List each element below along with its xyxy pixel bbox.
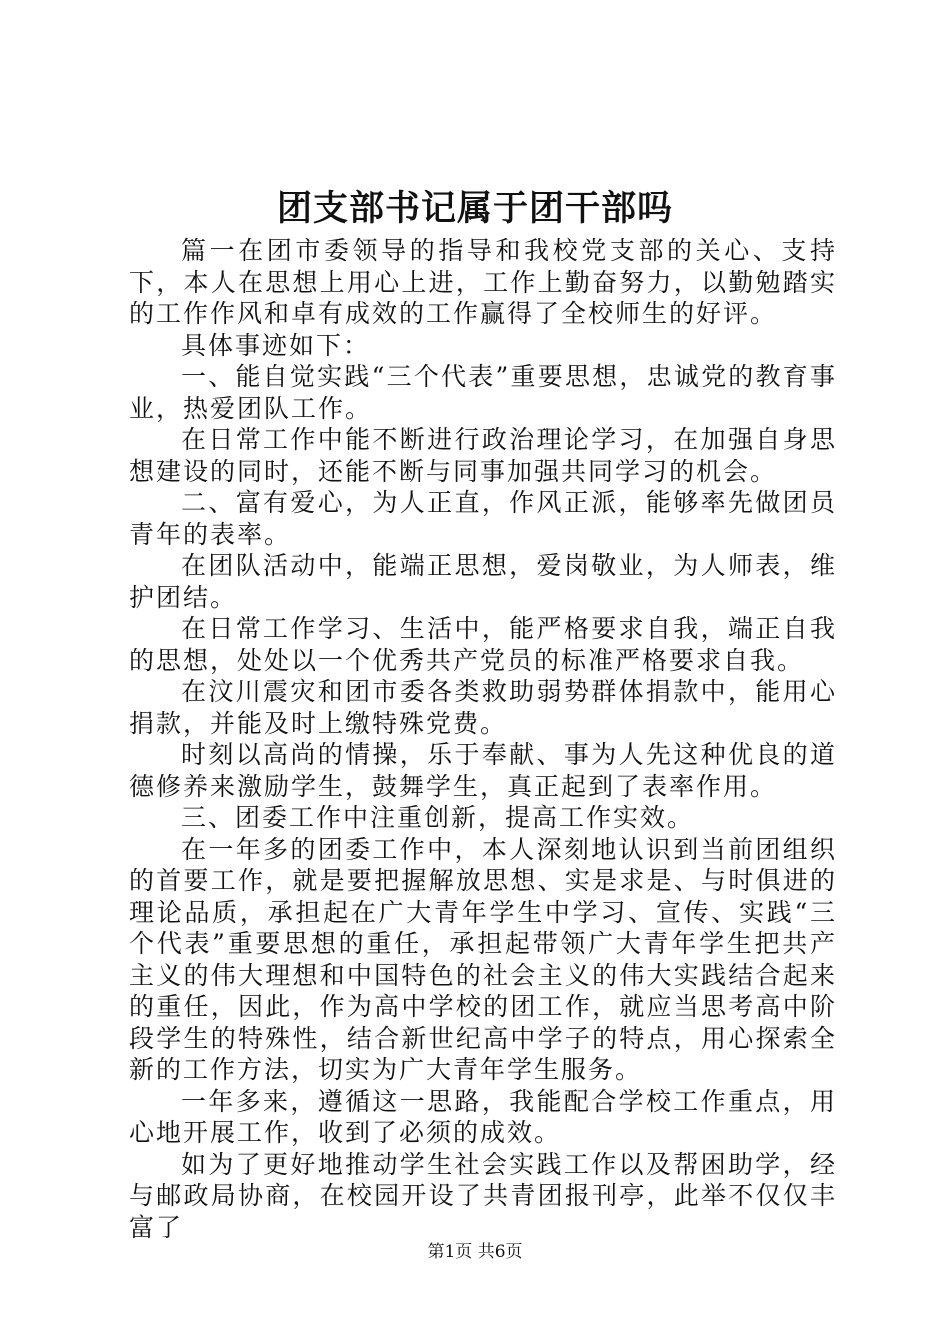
page-number-footer: 第1页 共6页 [427,1242,523,1262]
paragraph: 在团队活动中，能端正思想，爱岗敬业，为人师表，维护团结。 [129,551,837,612]
document-body [129,235,837,1243]
paragraph: 一、能自觉实践“三个代表”重要思想，忠诚党的教育事业，热爱团队工作。 [129,362,837,423]
paragraph: 具体事迹如下： [181,330,371,360]
paragraph: 在日常工作学习、生活中，能严格要求自我，端正自我的思想，处处以一个优秀共产党员的标准严格要求自我。 [129,614,837,675]
paragraph: 一年多来，遵循这一思路，我能配合学校工作重点，用心地开展工作，收到了必须的成效。 [129,1086,837,1147]
document-title: 团支部书记属于团干部吗 [276,188,673,229]
paragraph: 在汶川震灾和团市委各类救助弱势群体捐款中，能用心捐款，并能及时上缴特殊党费。 [129,677,837,738]
paragraph: 二、富有爱心，为人正直，作风正派，能够率先做团员青年的表率。 [129,488,837,549]
paragraph: 时刻以高尚的情操，乐于奉献、事为人先这种优良的道德修养来激励学生，鼓舞学生，真正起到了表率作用。 [129,740,837,801]
paragraph: 三、团委工作中注重创新，提高工作实效。 [181,803,695,832]
paragraph: 如为了更好地推动学生社会实践工作以及帮困助学，经与邮政局协商，在校园开设了共青团报刊亭，此举不仅仅丰富了 [129,1149,837,1242]
paragraph: 在日常工作中能不断进行政治理论学习，在加强自身思想建设的同时，还能不断与同事加强共同学习的机会。 [129,425,837,486]
paragraph: 篇一在团市委领导的指导和我校党支部的关心、支持下，本人在思想上用心上进，工作上勤奋努力，以勤勉踏实的工作作风和卓有成效的工作赢得了全校师生的好评。 [129,236,837,328]
paragraph: 在一年多的团委工作中，本人深刻地认识到当前团组织的首要工作，就是要把握解放思想、实是求是、与时俱进的理论品质，承担起在广大青年学生中学习、宣传、实践“三个代表”重要思想的重任，承担起带领广大青年学生把共产主义的伟大理想和中国特色的社会主义的伟大实践结合起来的重任，因此，作为高中学校的团工作，就应当思考高中阶段学生的特殊性，结合新世纪高中学子的特点，用心探索全新的工作方法，切实为广大青年学生服务。 [129,834,837,1084]
